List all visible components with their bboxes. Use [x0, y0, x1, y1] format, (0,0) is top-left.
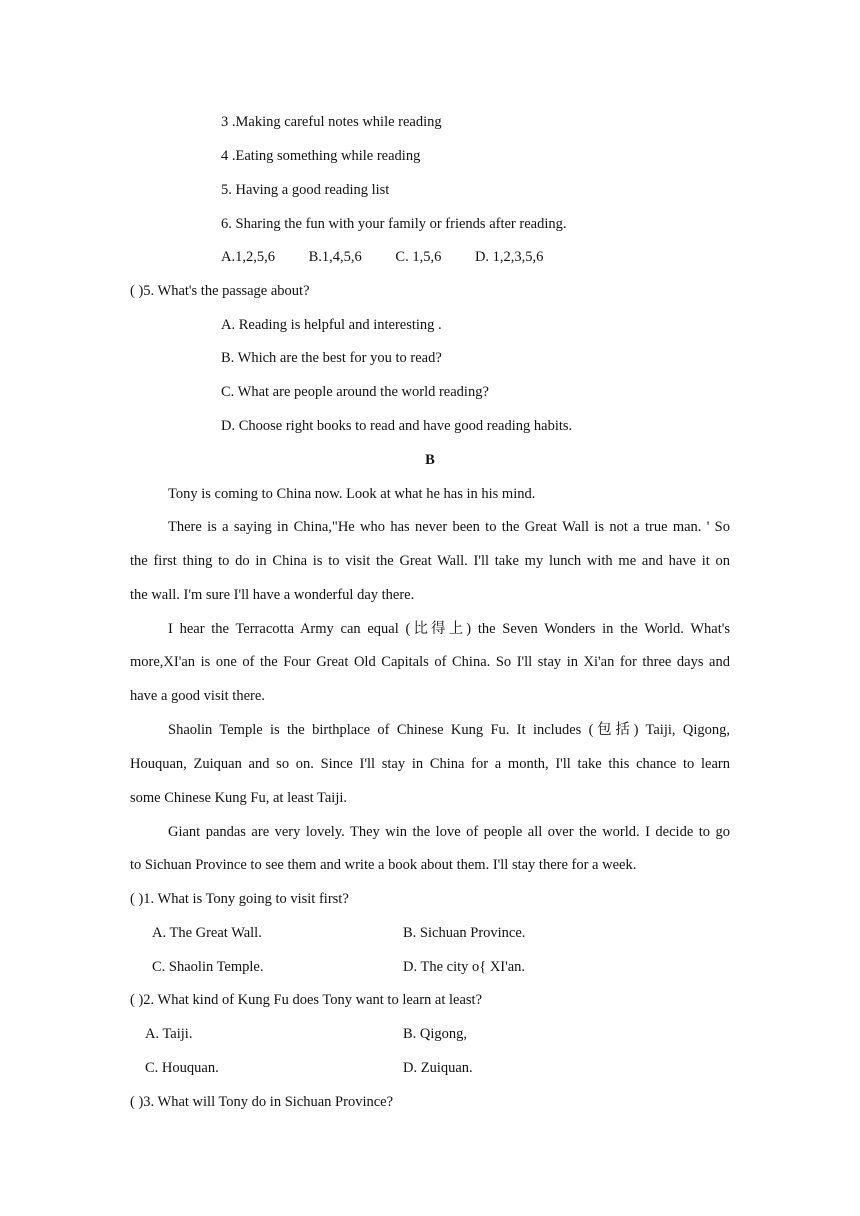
passage-paragraph-3-line-1: I hear the Terracotta Army can equal (比得上) the Seven Wonders in the World. What's	[168, 621, 730, 637]
passage-paragraph-4-line-3: some Chinese Kung Fu, at least Taiji.	[130, 790, 347, 806]
q4-choice-a: A.1,2,5,6	[221, 249, 275, 265]
q5-stem: ( )5. What's the passage about?	[130, 283, 310, 299]
qb3-stem: ( )3. What will Tony do in Sichuan Province?	[130, 1094, 394, 1110]
passage-paragraph-5-line-1: Giant pandas are very lovely. They win the love of people all over the world. I decide to go	[168, 824, 730, 840]
passage-paragraph-4-line-1: Shaolin Temple is the birthplace of Chinese Kung Fu. It includes (包括) Taiji, Qigong,	[168, 722, 730, 738]
qb1-option-a: A. The Great Wall.	[152, 925, 262, 941]
q5-option-b: B. Which are the best for you to read?	[221, 350, 442, 366]
qb2-option-c: C. Houquan.	[145, 1060, 219, 1076]
qb2-option-a: A. Taiji.	[145, 1026, 193, 1042]
qb2-stem: ( )2. What kind of Kung Fu does Tony want to learn at least?	[130, 992, 483, 1008]
qb1-option-c: C. Shaolin Temple.	[152, 959, 264, 975]
q5-option-a: A. Reading is helpful and interesting .	[221, 317, 442, 333]
q4-item-6: 6. Sharing the fun with your family or friends after reading.	[221, 216, 567, 232]
q4-item-3: 3 .Making careful notes while reading	[221, 114, 442, 130]
q4-choices	[221, 247, 573, 267]
passage-paragraph-2-line-2: the first thing to do in China is to visit the Great Wall. I'll take my lunch with me and have it on	[130, 553, 730, 569]
section-b-title: B	[425, 452, 435, 468]
passage-paragraph-2-line-1: There is a saying in China,"He who has never been to the Great Wall is not a true man. ' So	[168, 519, 730, 535]
passage-paragraph-3-line-2: more,XI'an is one of the Four Great Old Capitals of China. So I'll stay in Xi'an for three days and	[130, 654, 730, 670]
qb2-option-b: B. Qigong,	[403, 1026, 468, 1042]
q4-choice-d: D. 1,2,3,5,6	[474, 249, 544, 265]
passage-paragraph-3-line-3: have a good visit there.	[130, 688, 265, 704]
passage-paragraph-2-line-3: the wall. I'm sure I'll have a wonderful day there.	[130, 587, 415, 603]
qb1-option-b: B. Sichuan Province.	[403, 925, 526, 941]
qb1-stem: ( )1. What is Tony going to visit first?	[130, 891, 349, 907]
qb2-option-d: D. Zuiquan.	[403, 1060, 473, 1076]
q4-item-4: 4 .Eating something while reading	[221, 148, 421, 164]
passage-paragraph-4-line-2: Houquan, Zuiquan and so on. Since I'll stay in China for a month, I'll take this chance to learn	[130, 756, 730, 772]
q5-option-c: C. What are people around the world reading?	[221, 384, 489, 400]
passage-paragraph-5-line-2: to Sichuan Province to see them and write a book about them. I'll stay there for a week.	[130, 857, 637, 873]
passage-paragraph-1: Tony is coming to China now. Look at what he has in his mind.	[168, 486, 536, 502]
q4-choice-b: B.1,4,5,6	[308, 249, 362, 265]
qb1-option-d: D. The city o{ XI'an.	[403, 959, 526, 975]
q5-option-d: D. Choose right books to read and have good reading habits.	[221, 418, 573, 434]
q4-item-5: 5. Having a good reading list	[221, 182, 390, 198]
q4-choice-c: C. 1,5,6	[395, 249, 442, 265]
